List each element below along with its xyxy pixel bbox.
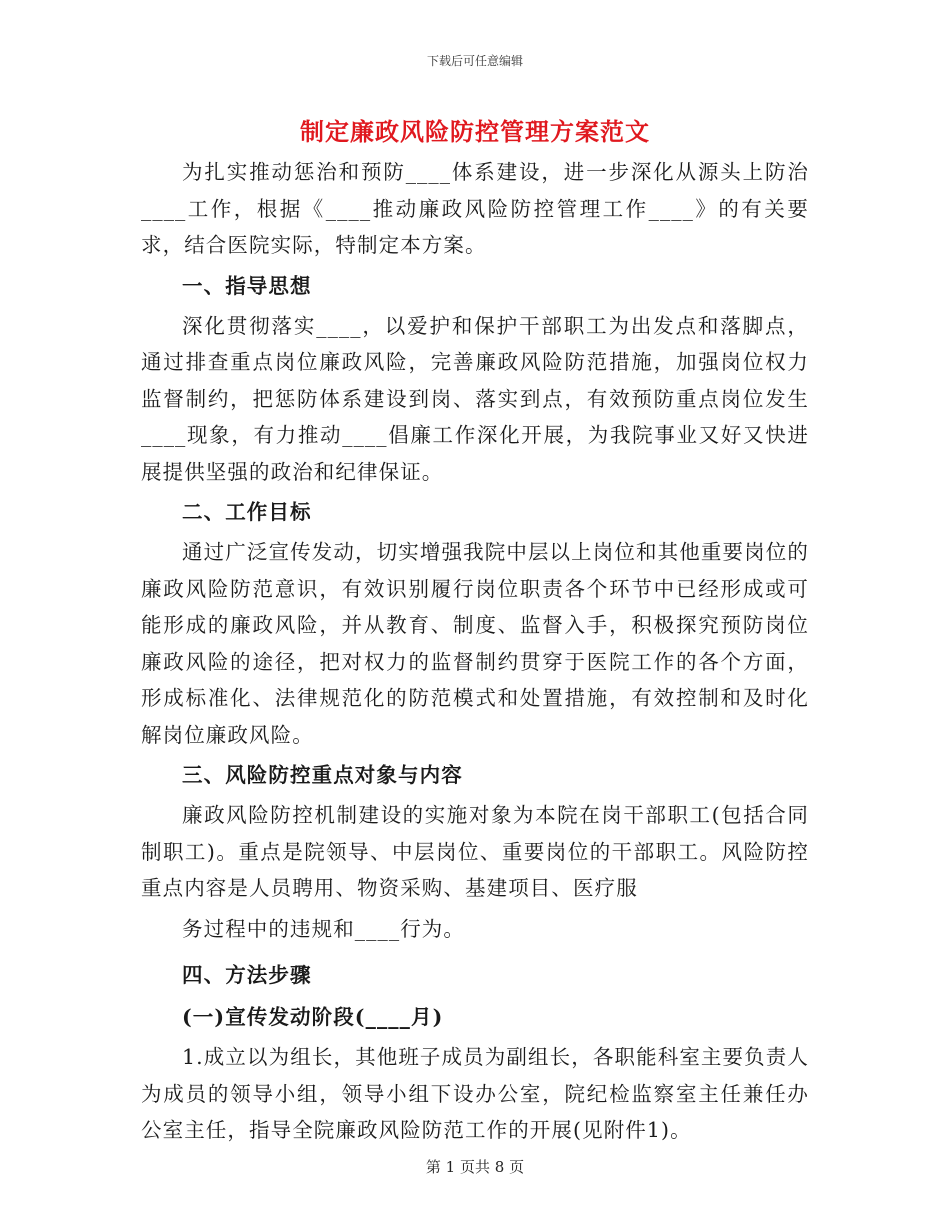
page-header-note: 下载后可任意编辑 (426, 54, 523, 68)
section-heading-method-steps: 四、方法步骤 (182, 963, 312, 987)
section-heading-work-goals: 二、工作目标 (182, 500, 312, 524)
section-heading-risk-targets: 三、风险防控重点对象与内容 (182, 763, 463, 787)
section-body-work-goals: 通过广泛宣传发动，切实增强我院中层以上岗位和其他重要岗位的廉政风险防范意识，有效识别履行岗位职责各个环节中已经形成或可能形成的廉政风险，并从教育、制度、监督入手，积极探究预防岗位廉政风险的途径，把对权力的监督制约贯穿于医院工作的各个方面，形成标准化、法律规范化的防范模式和处置措施，有效控制和及时化解岗位廉政风险。 (141, 540, 809, 747)
document-body (141, 154, 809, 1149)
document-title: 制定廉政风险防控管理方案范文 (300, 117, 650, 146)
intro-paragraph: 为扎实推动惩治和预防____体系建设，进一步深化从源头上防治____工作，根据《____推动廉政风险防控管理工作____》的有关要求，结合医院实际，特制定本方案。 (141, 160, 809, 257)
item-paragraph-1: 1.成立以为组长，其他班子成员为副组长，各职能科室主要负责人为成员的领导小组，领导小组下设办公室，院纪检监察室主任兼任办公室主任，指导全院廉政风险防范工作的开展(见附件1)。 (141, 1045, 809, 1142)
page-footer: 第 1 页共 8 页 (425, 1158, 525, 1176)
section-body-risk-targets-continued: 务过程中的违规和____行为。 (182, 916, 465, 941)
section-body-risk-targets: 廉政风险防控机制建设的实施对象为本院在岗干部职工(包括合同制职工)。重点是院领导、中层岗位、重要岗位的干部职工。风险防控重点内容是人员聘用、物资采购、基建项目、医疗服 (141, 803, 809, 900)
sub-heading-publicity-stage: (一)宣传发动阶段(____月) (182, 1005, 444, 1029)
section-body-guiding-ideology: 深化贯彻落实____，以爱护和保护干部职工为出发点和落脚点，通过排查重点岗位廉政风险，完善廉政风险防范措施，加强岗位权力监督制约，把惩防体系建设到岗、落实到点，有效预防重点岗位发生____现象，有力推动____倡廉工作深化开展，为我院事业又好又快进展提供坚强的政治和纪律保证。 (141, 313, 809, 484)
section-heading-guiding-ideology: 一、指导思想 (182, 273, 312, 298)
